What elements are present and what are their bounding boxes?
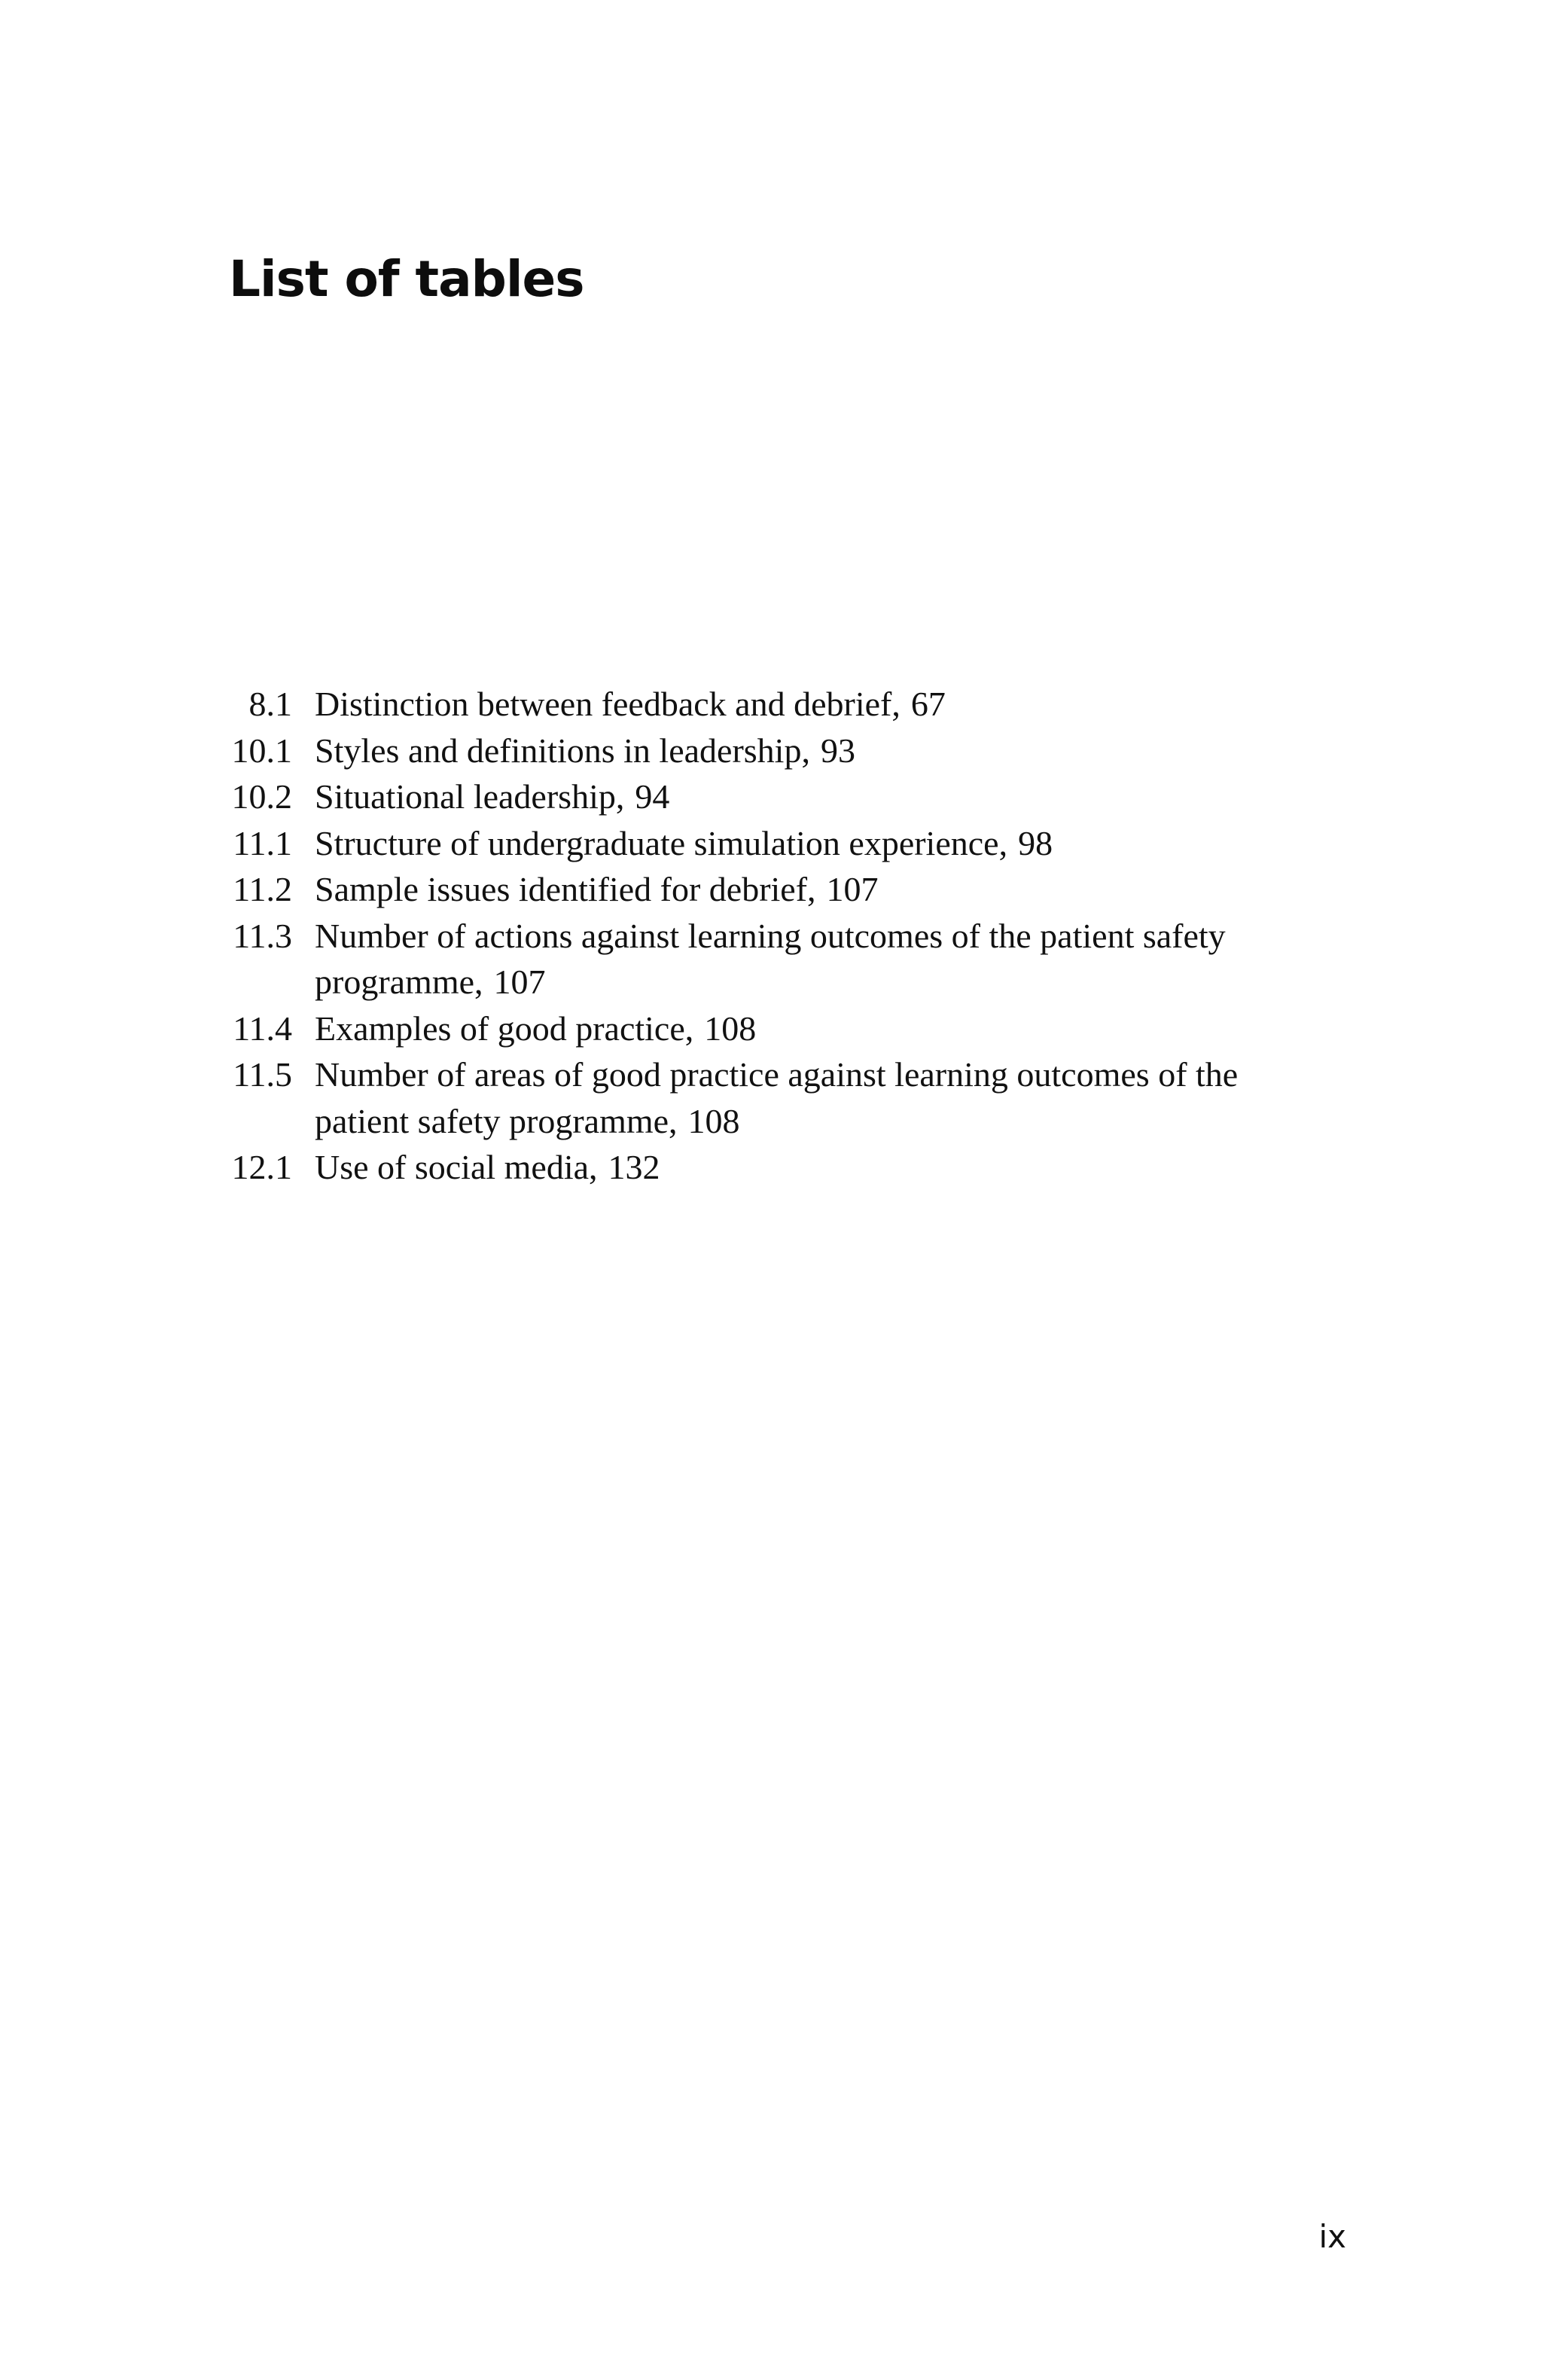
table-title: Distinction between feedback and debrief, — [315, 685, 901, 723]
table-entry-11-5[interactable] — [0, 1051, 1542, 1144]
table-title: Use of social media, — [315, 1148, 598, 1186]
table-number: 11.5 — [233, 1055, 292, 1094]
table-page-number: 108 — [704, 1008, 757, 1048]
table-entry-8-1[interactable] — [0, 681, 1542, 728]
table-number: 10.1 — [231, 731, 292, 770]
table-entry-11-2[interactable] — [0, 866, 1542, 913]
table-number: 11.3 — [233, 916, 292, 955]
table-number: 11.2 — [233, 870, 292, 908]
table-number: 10.2 — [231, 777, 292, 816]
table-page-number: 107 — [493, 963, 546, 1001]
table-entry-11-4[interactable] — [0, 1005, 1542, 1052]
table-title: Number of areas of good practice against learning outcomes of the patient safety programme, — [315, 1055, 1239, 1140]
table-page-number: 94 — [635, 777, 670, 816]
table-title: Sample issues identified for debrief, — [315, 870, 816, 908]
table-number: 11.4 — [233, 1008, 292, 1048]
table-number: 12.1 — [231, 1148, 292, 1186]
table-entry-11-3[interactable] — [0, 913, 1542, 1005]
table-page-number: 132 — [608, 1148, 660, 1186]
table-entry-12-1[interactable] — [0, 1144, 1542, 1191]
table-page-number: 67 — [910, 685, 946, 723]
table-page-number: 98 — [1018, 823, 1053, 862]
table-number: 11.1 — [233, 823, 292, 862]
page-number: ix — [1318, 2218, 1346, 2255]
table-page-number: 108 — [687, 1101, 740, 1140]
table-entry-10-1[interactable] — [0, 728, 1542, 774]
table-title: Examples of good practice, — [315, 1008, 694, 1048]
page-title: List of tables — [229, 250, 584, 308]
table-page-number: 93 — [820, 731, 855, 770]
table-entry-11-1[interactable] — [0, 820, 1542, 867]
table-entry-10-2[interactable] — [0, 774, 1542, 820]
table-title: Structure of undergraduate simulation experience, — [315, 823, 1008, 862]
table-number: 8.1 — [248, 685, 292, 723]
table-page-number: 107 — [826, 870, 879, 908]
table-title: Styles and definitions in leadership, — [315, 731, 810, 770]
table-title: Situational leadership, — [315, 777, 625, 816]
list-of-tables — [0, 681, 1542, 1191]
table-title: Number of actions against learning outcomes of the patient safety programme, — [315, 916, 1226, 1001]
